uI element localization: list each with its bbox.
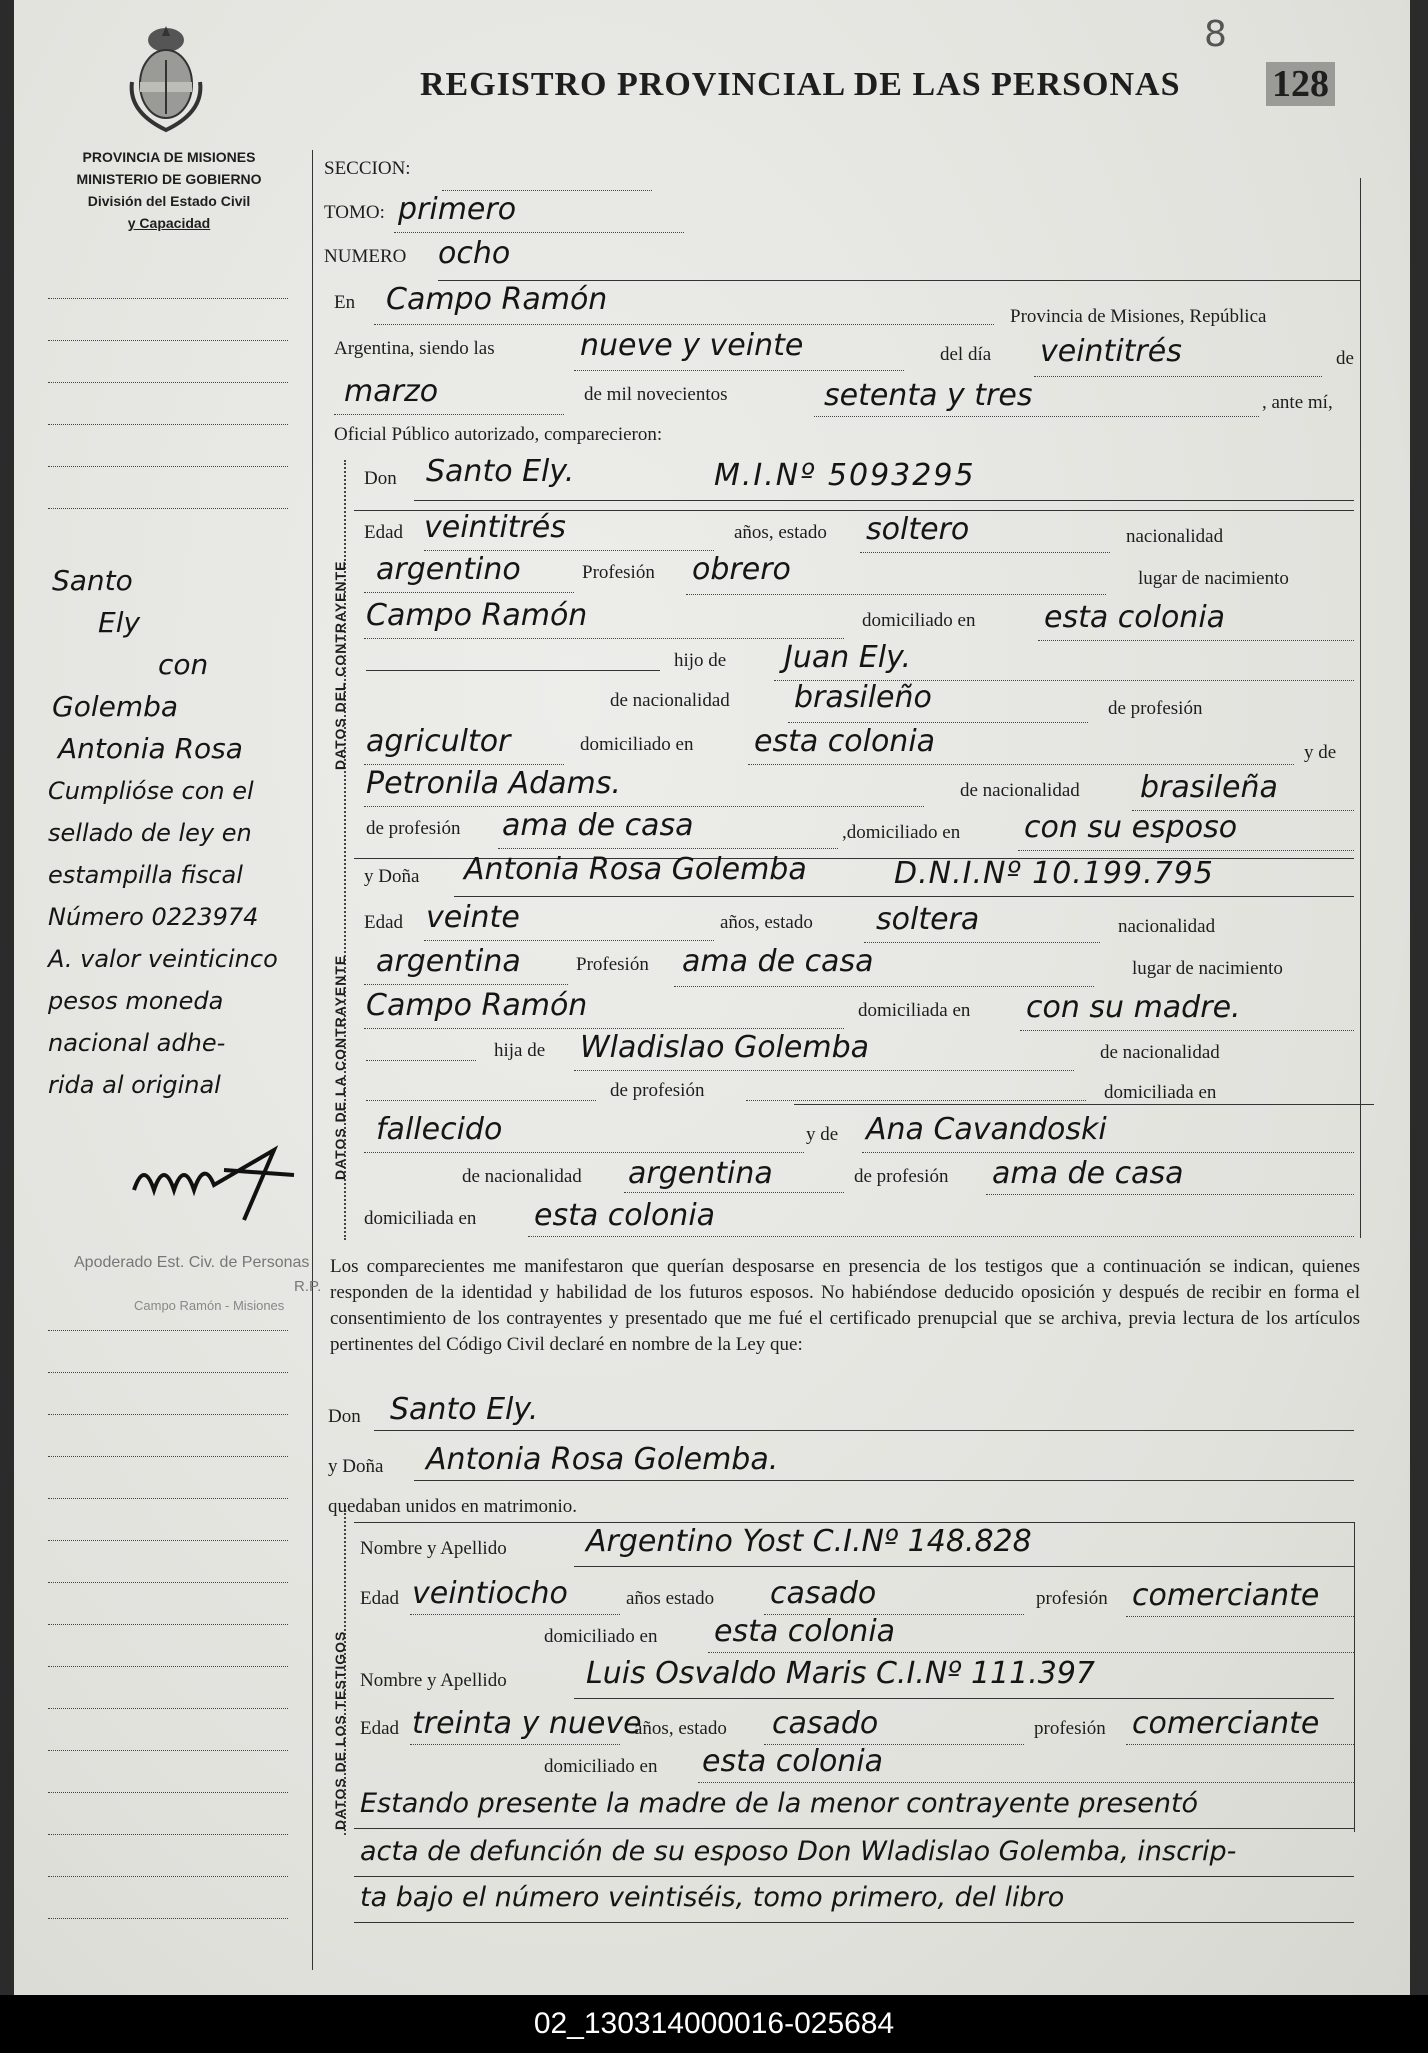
profesion2-label: Profesión bbox=[576, 954, 649, 975]
profesion-label: Profesión bbox=[582, 562, 655, 583]
contrayenta-name: Antonia Rosa Golemba bbox=[464, 852, 807, 887]
padre2-nac-label: de nacionalidad bbox=[1100, 1042, 1220, 1063]
t2-prof-label: profesión bbox=[1034, 1718, 1106, 1739]
nota-line-2: acta de defunción de su esposo Don Wladislao Golemba, inscrip- bbox=[360, 1836, 1237, 1867]
madre-dom-label: ,domiciliado en bbox=[842, 822, 961, 843]
de-label: de bbox=[1336, 348, 1354, 369]
tomo-label: TOMO: bbox=[324, 202, 385, 223]
contrayente-estado: soltero bbox=[866, 512, 970, 547]
contrayenta-madre-nac: argentina bbox=[628, 1156, 773, 1191]
contrayente-edad: veintitrés bbox=[424, 510, 566, 545]
t1-nombre: Argentino Yost C.I.Nº 148.828 bbox=[586, 1524, 1032, 1559]
t1-estado: casado bbox=[770, 1576, 877, 1611]
contrayenta-madre: Ana Cavandoski bbox=[866, 1112, 1107, 1147]
padre-nac-label: de nacionalidad bbox=[610, 690, 730, 711]
t2-edad: treinta y nueve bbox=[412, 1706, 642, 1741]
page-number: 128 bbox=[1266, 62, 1335, 106]
anios-label: años, estado bbox=[734, 522, 827, 543]
document-page bbox=[14, 0, 1410, 1995]
margin-note: Santo Ely con Golemba Antonia Rosa Cumplióse con el sellado de ley en estampilla fiscal Número 0223974 A. valor veinticinco pesos moneda nacional adhe- rida al original bbox=[48, 564, 278, 1099]
madre2-prof-label: de profesión bbox=[854, 1166, 949, 1187]
t1-domicilio: esta colonia bbox=[714, 1614, 896, 1649]
nota-line-1: Estando presente la madre de la menor contrayente presentó bbox=[360, 1788, 1199, 1819]
edad2-label: Edad bbox=[364, 912, 404, 933]
t1-profesion: comerciante bbox=[1132, 1578, 1320, 1613]
lugar-acta: Campo Ramón bbox=[386, 282, 608, 317]
madre2-nac-label: de nacionalidad bbox=[462, 1166, 582, 1187]
contrayente-domicilio: esta colonia bbox=[1044, 600, 1226, 635]
t2-profesion: comerciante bbox=[1132, 1706, 1320, 1741]
edad-label: Edad bbox=[364, 522, 404, 543]
contrayenta-estado: soltera bbox=[876, 902, 980, 937]
numero-value: ocho bbox=[438, 236, 511, 271]
oficial-label: Oficial Público autorizado, comparecieron: bbox=[334, 424, 663, 445]
decl-unidos: quedaban unidos en matrimonio. bbox=[328, 1496, 578, 1517]
stamp-text: Apoderado Est. Civ. de Personas bbox=[74, 1254, 310, 1271]
dia-value: veintitrés bbox=[1040, 334, 1182, 369]
contrayenta-madre-dom: esta colonia bbox=[534, 1198, 716, 1233]
numero-label: NUMERO bbox=[324, 246, 407, 267]
contrayenta-domicilio: con su madre. bbox=[1026, 990, 1241, 1025]
nac2-label: nacionalidad bbox=[1118, 916, 1216, 937]
t2-anios-label: años, estado bbox=[634, 1718, 727, 1739]
contrayenta-edad: veinte bbox=[426, 900, 520, 935]
t1-dom-label: domiciliado en bbox=[544, 1626, 658, 1647]
tomo-value: primero bbox=[398, 192, 517, 227]
signature-icon bbox=[124, 1130, 314, 1230]
anios2-label: años, estado bbox=[720, 912, 813, 933]
domicilio-label: domiciliado en bbox=[862, 610, 976, 631]
madre-nac-label: de nacionalidad bbox=[960, 780, 1080, 801]
contrayente-doc: M.I.Nº 5093295 bbox=[714, 458, 976, 493]
contrayente-lugar: Campo Ramón bbox=[366, 598, 588, 633]
decl-don-label: Don bbox=[328, 1406, 361, 1427]
contrayente-padre-nac: brasileño bbox=[794, 680, 932, 715]
decl-dona-name: Antonia Rosa Golemba. bbox=[426, 1442, 779, 1477]
coat-of-arms-icon bbox=[126, 22, 206, 137]
madre2-dom-label: domiciliada en bbox=[364, 1208, 477, 1229]
stamp-rp: R.P. bbox=[294, 1278, 322, 1295]
t2-estado: casado bbox=[772, 1706, 879, 1741]
section-label-testigos: DATOS DE LOS TESTIGOS bbox=[332, 1630, 348, 1830]
contrayente-madre-prof: ama de casa bbox=[502, 808, 694, 843]
madre-prof-label: de profesión bbox=[366, 818, 461, 839]
contrayente-madre: Petronila Adams. bbox=[366, 766, 621, 801]
decl-don-name: Santo Ely. bbox=[390, 1392, 539, 1427]
institution-header: PROVINCIA DE MISIONES MINISTERIO DE GOBIERNO División del Estado Civil y Capacidad bbox=[76, 149, 262, 231]
nota-line-3: ta bajo el número veintiséis, tomo primero, del libro bbox=[360, 1882, 1065, 1913]
page-title: REGISTRO PROVINCIAL DE LAS PERSONAS bbox=[420, 66, 1181, 103]
contrayente-padre-dom: esta colonia bbox=[754, 724, 936, 759]
t1-anios-label: años estado bbox=[626, 1588, 715, 1609]
contrayente-nacionalidad: argentino bbox=[376, 552, 521, 587]
ante-label: , ante mí, bbox=[1262, 392, 1333, 413]
main-right-rule bbox=[1360, 178, 1361, 1238]
t2-edad-label: Edad bbox=[360, 1718, 400, 1739]
y-de2-label: y de bbox=[806, 1124, 839, 1145]
contrayente-madre-dom: con su esposo bbox=[1024, 810, 1238, 845]
contrayenta-profesion: ama de casa bbox=[682, 944, 874, 979]
t1-edad-label: Edad bbox=[360, 1588, 400, 1609]
del-dia-label: del día bbox=[940, 344, 992, 365]
contrayenta-lugar: Campo Ramón bbox=[366, 988, 588, 1023]
padre-prof-label: de profesión bbox=[1108, 698, 1203, 719]
decl-dona-label: y Doña bbox=[328, 1456, 384, 1477]
contrayenta-padre-estado: fallecido bbox=[376, 1112, 503, 1147]
en-label: En bbox=[334, 292, 356, 313]
contrayente-profesion: obrero bbox=[692, 552, 791, 587]
stamp-place: Campo Ramón - Misiones bbox=[134, 1298, 285, 1313]
padre2-dom-label: domiciliada en bbox=[1104, 1082, 1217, 1103]
declaracion-text: Los comparecientes me manifestaron que querían desposarse en presencia de los testigos que a continuación se indican, quienes responden de la identidad y habilidad de los futuros esposos. No habiéndose deducido oposición y después de recibir en forma el consentimiento de los contrayentes y presentado que me fué el certificado prenupcial que se archiva, previa lectura de los artículos pertinentes del Código Civil declaré en nombre de la Ley que: bbox=[330, 1256, 1360, 1355]
mil-label: de mil novecientos bbox=[584, 384, 728, 405]
don-label: Don bbox=[364, 468, 397, 489]
t2-domicilio: esta colonia bbox=[702, 1744, 884, 1779]
scan-footer-code: 02_130314000016-025684 bbox=[0, 1995, 1428, 2053]
contrayente-padre-prof: agricultor bbox=[366, 724, 511, 759]
contrayente-padre: Juan Ely. bbox=[784, 640, 912, 675]
contrayenta-padre: Wladislao Golemba bbox=[580, 1030, 870, 1065]
section-label-contrayente: DATOS DEL CONTRAYENTE bbox=[332, 560, 348, 770]
anio-value: setenta y tres bbox=[824, 378, 1033, 413]
t2-nombre: Luis Osvaldo Maris C.I.Nº 111.397 bbox=[586, 1656, 1096, 1691]
pencil-folio: 8 bbox=[1204, 14, 1227, 55]
mes-value: marzo bbox=[344, 374, 439, 409]
contrayente-madre-nac: brasileña bbox=[1140, 770, 1278, 805]
seccion-label: SECCION: bbox=[324, 158, 411, 179]
contrayenta-madre-prof: ama de casa bbox=[992, 1156, 1184, 1191]
t1-nombre-label: Nombre y Apellido bbox=[360, 1538, 507, 1559]
nac-label: nacionalidad bbox=[1126, 526, 1224, 547]
t2-dom-label: domiciliado en bbox=[544, 1756, 658, 1777]
domicilio2-label: domiciliada en bbox=[858, 1000, 971, 1021]
contrayenta-doc: D.N.I.Nº 10.199.795 bbox=[894, 856, 1214, 891]
section-label-contrayenta: DATOS DE LA CONTRAYENTE bbox=[332, 954, 348, 1180]
argentina-label: Argentina, siendo las bbox=[334, 338, 495, 359]
lugar-label: lugar de nacimiento bbox=[1138, 568, 1289, 589]
provincia-label: Provincia de Misiones, República bbox=[1010, 306, 1267, 327]
lugar2-label: lugar de nacimiento bbox=[1132, 958, 1283, 979]
dona-label: y Doña bbox=[364, 866, 420, 887]
hija-label: hija de bbox=[494, 1040, 546, 1061]
t1-prof-label: profesión bbox=[1036, 1588, 1108, 1609]
t1-edad: veintiocho bbox=[412, 1576, 568, 1611]
padre2-prof-label: de profesión bbox=[610, 1080, 705, 1101]
t2-nombre-label: Nombre y Apellido bbox=[360, 1670, 507, 1691]
contrayente-name: Santo Ely. bbox=[426, 454, 575, 489]
hijo-label: hijo de bbox=[674, 650, 727, 671]
padre-dom-label: domiciliado en bbox=[580, 734, 694, 755]
hora-value: nueve y veinte bbox=[580, 328, 804, 363]
contrayenta-nacionalidad: argentina bbox=[376, 944, 521, 979]
y-de-label: y de bbox=[1304, 742, 1337, 763]
